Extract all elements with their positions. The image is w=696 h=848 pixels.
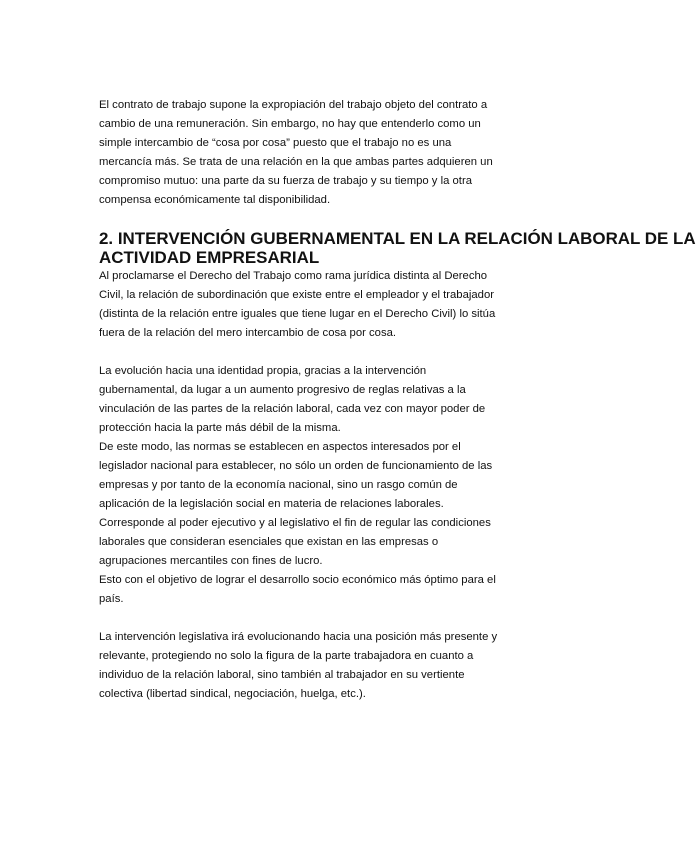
text-line: aplicación de la legislación social en materia de relaciones laborales. <box>99 498 444 510</box>
text-line: laborales que consideran esenciales que existan en las empresas o <box>99 536 439 548</box>
text-line: empresas y por tanto de la economía nacional, sino un rasgo común de <box>99 479 458 491</box>
paragraph-contract-definition <box>99 96 499 210</box>
paragraph-government-intervention <box>99 362 499 609</box>
text-line: cambio de una remuneración. Sin embargo, no hay que entenderlo como un <box>99 118 481 130</box>
text-line: (distinta de la relación entre iguales que tiene lugar en el Derecho Civil) lo sitúa <box>99 308 496 320</box>
paragraph-labor-law <box>99 267 499 343</box>
heading-line: 2. INTERVENCIÓN GUBERNAMENTAL EN LA RELACIÓN LABORAL DE LA <box>99 229 696 248</box>
text-line: legislador nacional para establecer, no sólo un orden de funcionamiento de las <box>99 460 493 472</box>
paragraph-spacer <box>99 210 499 229</box>
paragraph-spacer <box>99 343 499 362</box>
heading-line: ACTIVIDAD EMPRESARIAL <box>99 248 320 267</box>
text-line: colectiva (libertad sindical, negociación, huelga, etc.). <box>99 688 366 700</box>
section-heading <box>99 229 696 267</box>
text-line: país. <box>99 593 124 605</box>
text-line: Al proclamarse el Derecho del Trabajo como rama jurídica distinta al Derecho <box>99 270 488 282</box>
text-line: El contrato de trabajo supone la expropiación del trabajo objeto del contrato a <box>99 99 488 111</box>
text-line: De este modo, las normas se establecen en aspectos interesados por el <box>99 441 461 453</box>
text-line: individuo de la relación laboral, sino también al trabajador en su vertiente <box>99 669 465 681</box>
text-line: protección hacia la parte más débil de la misma. <box>99 422 341 434</box>
text-line: Civil, la relación de subordinación que existe entre el empleador y el trabajador <box>99 289 494 301</box>
text-line: compensa económicamente tal disponibilidad. <box>99 194 331 206</box>
text-line: mercancía más. Se trata de una relación en la que ambas partes adquieren un <box>99 156 493 168</box>
document-body <box>99 96 696 704</box>
text-line: La evolución hacia una identidad propia, gracias a la intervención <box>99 365 427 377</box>
text-line: vinculación de las partes de la relación laboral, cada vez con mayor poder de <box>99 403 486 415</box>
text-line: fuera de la relación del mero intercambio de cosa por cosa. <box>99 327 397 339</box>
text-line: Corresponde al poder ejecutivo y al legislativo el fin de regular las condiciones <box>99 517 491 529</box>
text-line: gubernamental, da lugar a un aumento progresivo de reglas relativas a la <box>99 384 466 396</box>
text-line: La intervención legislativa irá evolucionando hacia una posición más presente y <box>99 631 498 643</box>
text-line: agrupaciones mercantiles con fines de lucro. <box>99 555 323 567</box>
text-line: relevante, protegiendo no solo la figura de la parte trabajadora en cuanto a <box>99 650 474 662</box>
text-line: simple intercambio de “cosa por cosa” puesto que el trabajo no es una <box>99 137 452 149</box>
text-line: Esto con el objetivo de lograr el desarrollo socio económico más óptimo para el <box>99 574 496 586</box>
paragraph-legislative-evolution <box>99 628 499 704</box>
paragraph-spacer <box>99 609 499 628</box>
text-line: compromiso mutuo: una parte da su fuerza de trabajo y su tiempo y la otra <box>99 175 472 187</box>
